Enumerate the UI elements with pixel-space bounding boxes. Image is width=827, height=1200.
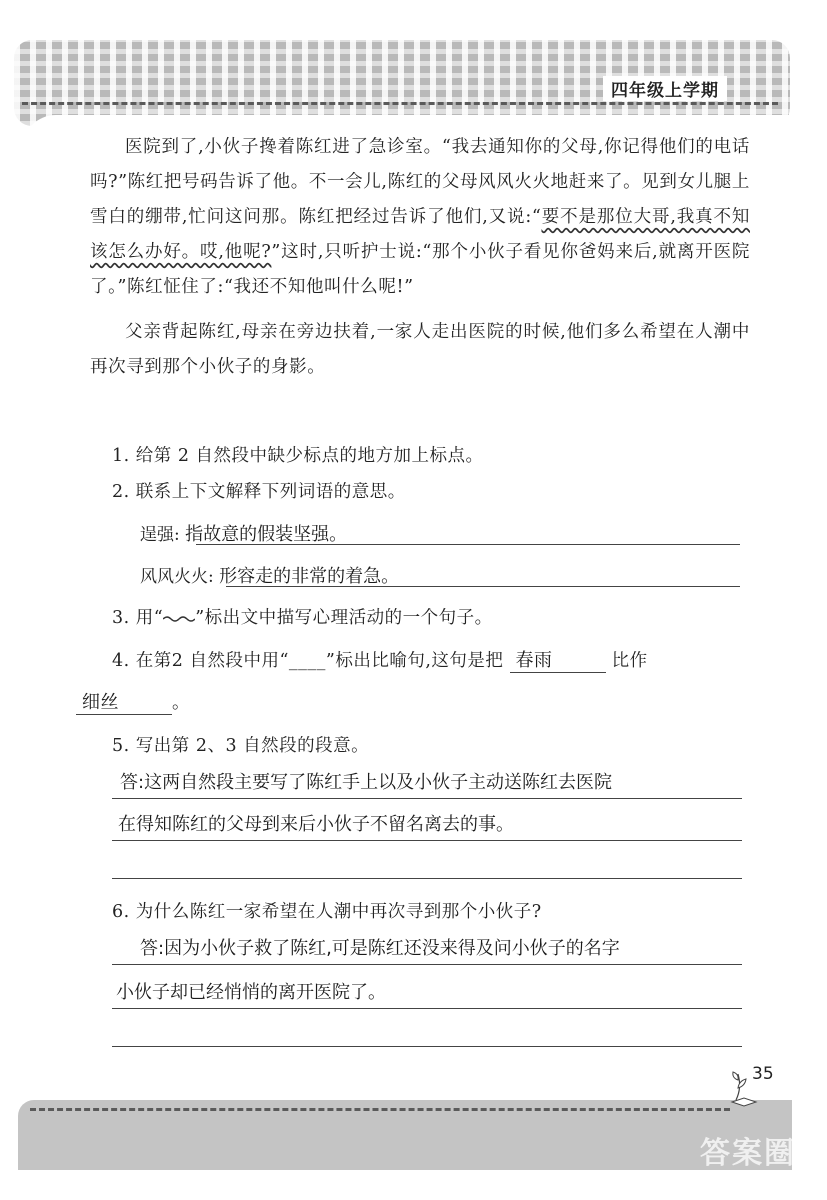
watermark [700,1128,814,1194]
blank-answer-2: 细丝 [76,688,172,715]
question-text: 比作 [611,651,648,671]
answer-line-2 [112,810,742,841]
answer-line [226,586,740,587]
passage-text: 医院到了,小伙子搀着陈红进了急诊室。“我去通知你的父母,你记得他们的电话吗?”陈红把号码告诉了他。不一会儿,陈红的父母风风火火地赶来了。见到女儿腿上雪白的绷带,忙问这问那。陈红把经过告诉了他们,又说:“ [90,137,750,227]
answer-line-3 [112,1046,742,1047]
word-label: 逞强: [140,525,180,545]
watermark-logo-text: 答案圈 [700,1136,796,1171]
grade-label: 四年级上学期 [603,76,727,101]
handwritten-answer: 答:因为小伙子救了陈红,可是陈红还没来得及问小伙子的名字 [140,938,620,959]
header-dashed-line [22,102,778,105]
passage-paragraph-3: 父亲背起陈红,母亲在旁边扶着,一家人走出医院的时候,他们多么希望在人潮中再次寻到那个小伙子的身影。 [90,322,750,377]
word-label: 风风火火: [140,567,214,587]
handwritten-answer: 在得知陈红的父母到来后小伙子不留名离去的事。 [118,814,514,835]
word-item-fengfenghuohuo [140,562,399,588]
answer-line-3 [112,878,742,879]
reading-passage [90,130,750,385]
question-text: 3. 用“ [112,608,164,628]
passage-paragraph-2 [90,130,750,305]
answer-line [196,544,740,545]
answer-line-1 [112,768,742,799]
watermark-url: MXQE.COM [700,1174,815,1194]
handwritten-answer: 小伙子却已经悄悄的离开医院了。 [116,982,386,1003]
question-4-continued [76,688,190,715]
footer-dashed-line [30,1108,730,1111]
answer-line-1 [112,934,742,965]
question-text: ”标出比喻句,这句是把 [325,651,504,671]
question-2: 2. 联系上下文解释下列词语的意思。 [112,482,406,502]
page-number: 35 [752,1064,774,1084]
straight-line-mark: ____ [288,651,326,671]
wavy-underlined-sentence: 要不是那位大哥,我真不知该怎么办好。哎,他呢? [90,207,750,262]
question-text: 。 [172,693,190,713]
handwritten-answer: 形容走的非常的着急。 [219,566,400,587]
handwritten-answer: 指故意的假装坚强。 [185,524,348,545]
question-text: ”标出文中描写心理活动的一个句子。 [195,608,493,628]
passage-text: ”这时,只听护士说:“那个小伙子看见你爸妈来后,就离开医院了。”陈红怔住了:“我还不知他叫什么呢!” [90,242,751,297]
answer-line-2 [112,978,742,1009]
question-text: 4. 在第2 自然段中用“ [112,651,289,671]
wavy-line-icon [163,615,195,623]
question-5: 5. 写出第 2、3 自然段的段意。 [112,736,370,756]
question-4 [112,646,648,673]
question-1: 1. 给第 2 自然段中缺少标点的地方加上标点。 [112,446,484,466]
question-6: 6. 为什么陈红一家希望在人潮中再次寻到那个小伙子? [112,902,542,922]
blank-answer-1: 春雨 [510,646,606,673]
question-3 [112,604,493,629]
word-item-chengqiang [140,520,347,546]
handwritten-answer: 答:这两自然段主要写了陈红手上以及小伙子主动送陈红去医院 [120,772,613,793]
